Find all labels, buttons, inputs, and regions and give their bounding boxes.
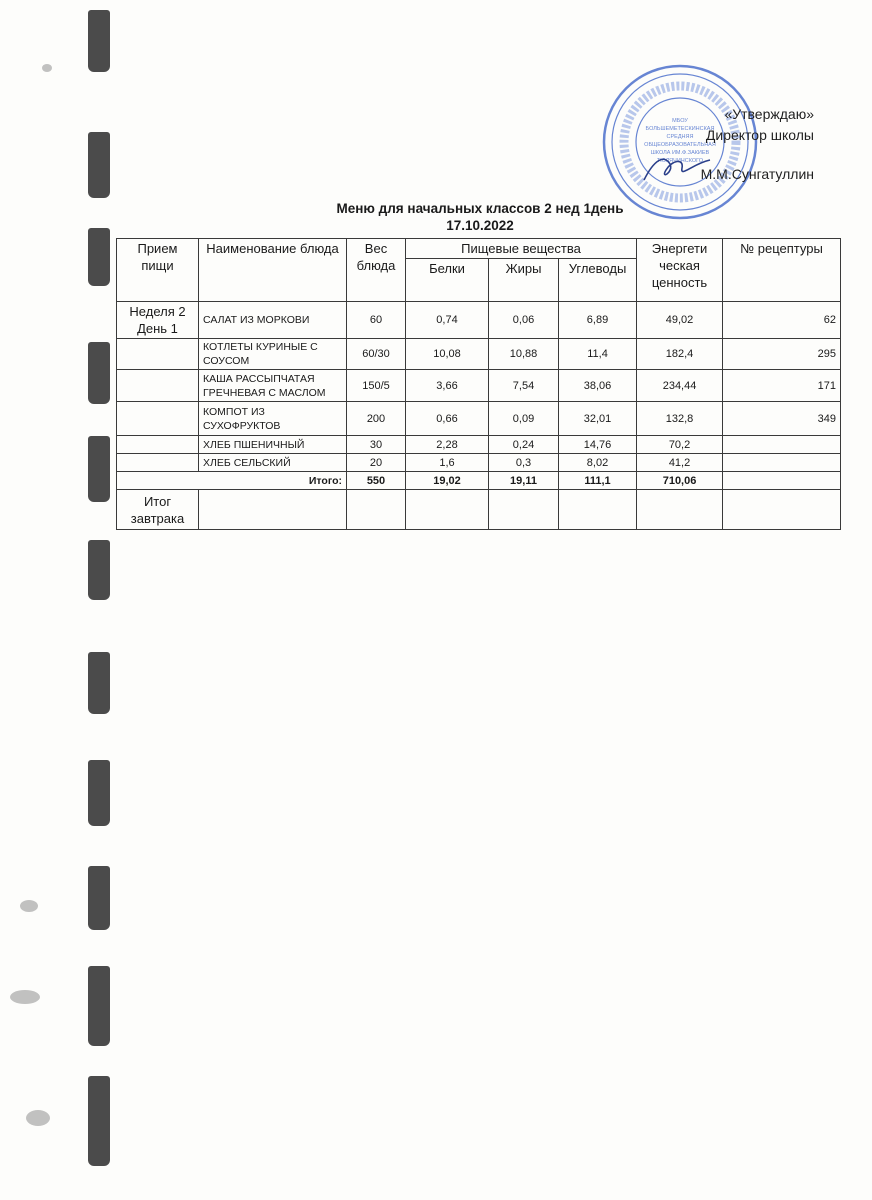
total-weight: 550 (347, 472, 406, 490)
dish-recipe: 295 (723, 339, 841, 370)
director-name: М.М.Сунгатуллин (700, 166, 814, 182)
total-carbs: 111,1 (559, 472, 637, 490)
total-protein: 19,02 (406, 472, 489, 490)
dish-carbs: 14,76 (559, 436, 637, 454)
dish-energy: 182,4 (637, 339, 723, 370)
header-meal: Прием пищи (117, 239, 199, 302)
dish-protein: 0,66 (406, 402, 489, 436)
table-row (117, 402, 841, 436)
binder-mark (88, 436, 110, 502)
dish-protein: 3,66 (406, 370, 489, 402)
dish-carbs: 8,02 (559, 454, 637, 472)
dish-fat: 0,3 (489, 454, 559, 472)
dish-weight: 30 (347, 436, 406, 454)
dish-carbs: 6,89 (559, 302, 637, 339)
binder-mark (88, 866, 110, 930)
final-cell (723, 490, 841, 530)
dish-fat: 7,54 (489, 370, 559, 402)
dish-fat: 0,06 (489, 302, 559, 339)
dish-weight: 60/30 (347, 339, 406, 370)
table-row (117, 302, 841, 339)
header-dish: Наименование блюда (199, 239, 347, 302)
header-recipe: № рецептуры (723, 239, 841, 302)
total-energy: 710,06 (637, 472, 723, 490)
dish-weight: 60 (347, 302, 406, 339)
header-row (117, 239, 841, 259)
final-row (117, 490, 841, 530)
svg-text:ТЮЛЯЧИНСКОГО: ТЮЛЯЧИНСКОГО (656, 158, 704, 164)
header-energy: Энергети ческая ценность (637, 239, 723, 302)
dish-protein: 0,74 (406, 302, 489, 339)
dish-name: ХЛЕБ СЕЛЬСКИЙ (199, 454, 347, 472)
meal-cell (117, 454, 199, 472)
scan-speck (42, 64, 52, 72)
binder-mark (88, 1076, 110, 1166)
final-cell (199, 490, 347, 530)
dish-energy: 70,2 (637, 436, 723, 454)
meal-label: Неделя 2 День 1 (117, 302, 199, 339)
dish-recipe: 349 (723, 402, 841, 436)
binder-mark (88, 760, 110, 826)
dish-energy: 49,02 (637, 302, 723, 339)
director-signature (640, 150, 715, 188)
total-row (117, 472, 841, 490)
menu-table (116, 238, 841, 530)
dish-recipe: 171 (723, 370, 841, 402)
dish-protein: 10,08 (406, 339, 489, 370)
meal-cell (117, 339, 199, 370)
dish-name: КОМПОТ ИЗ СУХОФРУКТОВ (199, 402, 347, 436)
dish-recipe (723, 436, 841, 454)
scan-speck (10, 990, 40, 1004)
dish-name: КАША РАССЫПЧАТАЯ ГРЕЧНЕВАЯ С МАСЛОМ (199, 370, 347, 402)
dish-fat: 10,88 (489, 339, 559, 370)
svg-text:ШКОЛА ИМ.Ф.ЗАКИЕВ: ШКОЛА ИМ.Ф.ЗАКИЕВ (650, 150, 710, 156)
table-row (117, 436, 841, 454)
header-fat: Жиры (489, 259, 559, 302)
approve-line: «Утверждаю» (724, 106, 814, 122)
dish-carbs: 11,4 (559, 339, 637, 370)
scan-speck (20, 900, 38, 912)
approval-block (701, 104, 814, 185)
dish-name: КОТЛЕТЫ КУРИНЫЕ С СОУСОМ (199, 339, 347, 370)
svg-text:МБОУ: МБОУ (672, 118, 688, 124)
director-title: Директор школы (705, 127, 814, 143)
final-cell (637, 490, 723, 530)
header-nutrients: Пищевые вещества (406, 239, 637, 259)
dish-name: САЛАТ ИЗ МОРКОВИ (199, 302, 347, 339)
svg-text:ОБЩЕОБРАЗОВАТЕЛЬНАЯ: ОБЩЕОБРАЗОВАТЕЛЬНАЯ (644, 142, 716, 148)
table-row (117, 454, 841, 472)
svg-text:БОЛЬШЕМЕТЕСКИНСКАЯ: БОЛЬШЕМЕТЕСКИНСКАЯ (645, 126, 715, 132)
dish-protein: 2,28 (406, 436, 489, 454)
dish-energy: 41,2 (637, 454, 723, 472)
final-label: Итог завтрака (117, 490, 199, 530)
header-weight: Вес блюда (347, 239, 406, 302)
meal-cell (117, 436, 199, 454)
final-cell (406, 490, 489, 530)
total-label: Итого: (117, 472, 347, 490)
menu-title-text: Меню для начальных классов 2 нед 1день (336, 201, 624, 216)
scan-speck (26, 1110, 50, 1126)
final-cell (347, 490, 406, 530)
binder-mark (88, 132, 110, 198)
dish-energy: 132,8 (637, 402, 723, 436)
dish-carbs: 38,06 (559, 370, 637, 402)
svg-text:СРЕДНЯЯ: СРЕДНЯЯ (666, 134, 694, 140)
header-carbs: Углеводы (559, 259, 637, 302)
table-row (117, 339, 841, 370)
dish-weight: 20 (347, 454, 406, 472)
binder-mark (88, 966, 110, 1046)
dish-fat: 0,24 (489, 436, 559, 454)
dish-name: ХЛЕБ ПШЕНИЧНЫЙ (199, 436, 347, 454)
final-cell (489, 490, 559, 530)
binder-mark (88, 652, 110, 714)
dish-weight: 150/5 (347, 370, 406, 402)
binder-mark (88, 228, 110, 286)
binder-mark (88, 10, 110, 72)
dish-carbs: 32,01 (559, 402, 637, 436)
final-cell (559, 490, 637, 530)
header-protein: Белки (406, 259, 489, 302)
dish-energy: 234,44 (637, 370, 723, 402)
binder-mark (88, 342, 110, 404)
binder-mark (88, 540, 110, 600)
dish-weight: 200 (347, 402, 406, 436)
dish-fat: 0,09 (489, 402, 559, 436)
dish-recipe (723, 454, 841, 472)
menu-date: 17.10.2022 (446, 218, 514, 233)
meal-cell (117, 402, 199, 436)
total-fat: 19,11 (489, 472, 559, 490)
binder-edge (0, 0, 140, 1200)
dish-protein: 1,6 (406, 454, 489, 472)
table-row (117, 370, 841, 402)
total-recipe (723, 472, 841, 490)
meal-cell (117, 370, 199, 402)
dish-recipe: 62 (723, 302, 841, 339)
